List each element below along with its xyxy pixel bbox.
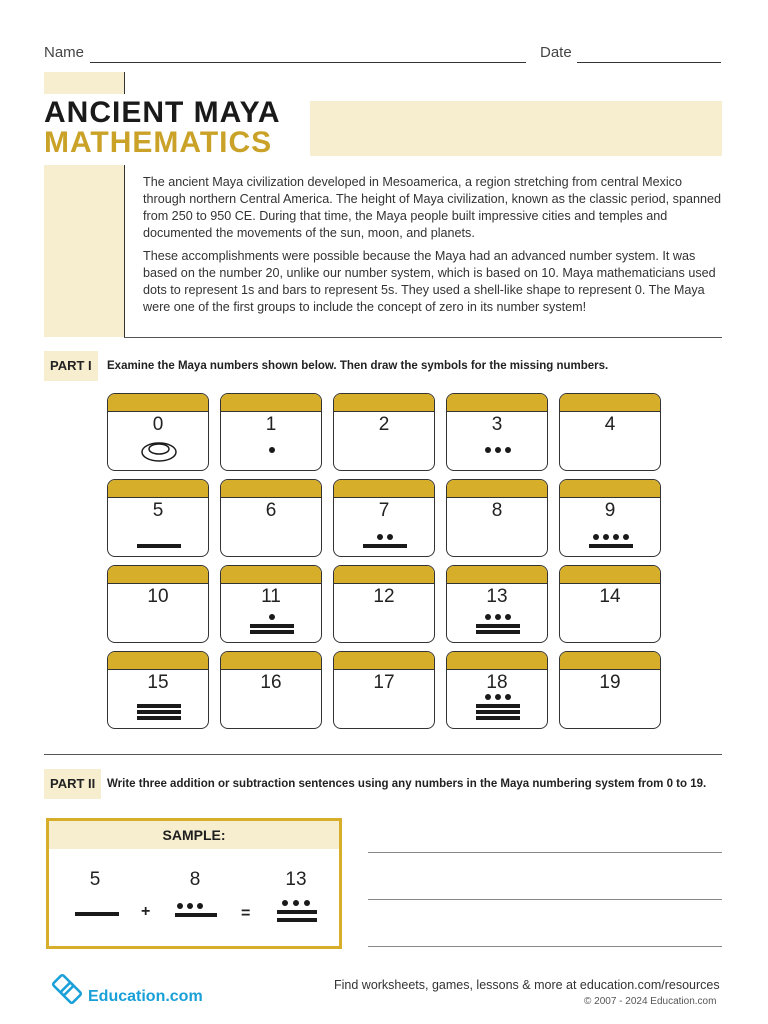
intro-paragraph-2: These accomplishments were possible because the Maya had an advanced number system. It was based on the number 20, unlike our number system, which is based on 10. Maya mathematicians used dots to represent 1s and bars to represent 5s. They used a shell-like shape to represent 0. The Maya were one of the first groups to include the concept of zero in its number system! xyxy=(143,249,716,314)
card-header-band xyxy=(447,480,547,498)
card-number-label: 8 xyxy=(491,500,503,521)
sample-r-bar xyxy=(277,918,317,922)
number-card-9 xyxy=(559,479,661,557)
card-number-label: 5 xyxy=(152,500,164,521)
education-logo-icon xyxy=(50,972,84,1006)
answer-line-2[interactable] xyxy=(368,899,722,900)
maya-symbol-18 xyxy=(447,652,548,729)
brand-name[interactable]: Education.com xyxy=(88,988,203,1005)
sample-r-bar xyxy=(277,910,317,914)
maya-bar xyxy=(476,716,520,720)
maya-symbol-0 xyxy=(108,394,209,471)
card-header-band xyxy=(334,394,434,412)
title-accent-line xyxy=(124,72,125,94)
card-number-label: 18 xyxy=(486,672,508,693)
maya-bar xyxy=(363,544,407,548)
answer-line-3[interactable] xyxy=(368,946,722,947)
number-card-8[interactable] xyxy=(446,479,548,557)
card-number-label: 12 xyxy=(373,586,395,607)
part1-bottom-rule xyxy=(44,754,722,755)
card-header-band xyxy=(560,394,660,412)
intro-side-accent xyxy=(44,165,124,337)
maya-bar xyxy=(476,630,520,634)
number-card-16[interactable] xyxy=(220,651,322,729)
maya-dot xyxy=(603,534,609,540)
maya-bar xyxy=(476,624,520,628)
sample-equals-sign: = xyxy=(241,905,251,922)
maya-dot xyxy=(613,534,619,540)
number-card-19[interactable] xyxy=(559,651,661,729)
number-card-1 xyxy=(220,393,322,471)
card-number-label: 14 xyxy=(599,586,621,607)
maya-bar xyxy=(137,716,181,720)
date-label: Date xyxy=(540,44,572,61)
maya-symbol-9 xyxy=(560,480,661,557)
card-number-label: 17 xyxy=(373,672,395,693)
card-header-band xyxy=(221,652,321,670)
number-card-3 xyxy=(446,393,548,471)
copyright: © 2007 - 2024 Education.com xyxy=(584,996,717,1007)
number-card-2[interactable] xyxy=(333,393,435,471)
card-number-label: 19 xyxy=(599,672,621,693)
sample-number-result: 13 xyxy=(285,869,307,890)
date-field[interactable] xyxy=(577,62,721,63)
page-title-line2: MATHEMATICS xyxy=(44,126,273,159)
number-card-7 xyxy=(333,479,435,557)
sample-number-a: 5 xyxy=(89,869,101,890)
maya-dot xyxy=(593,534,599,540)
maya-dot xyxy=(485,614,491,620)
card-header-band xyxy=(560,566,660,584)
sample-box xyxy=(46,818,342,949)
maya-bar xyxy=(137,544,181,548)
maya-symbol-5 xyxy=(108,480,209,557)
sample-r-dot xyxy=(293,900,299,906)
card-number-label: 10 xyxy=(147,586,169,607)
card-number-label: 2 xyxy=(378,414,390,435)
card-number-label: 0 xyxy=(152,414,164,435)
number-card-17[interactable] xyxy=(333,651,435,729)
title-banner xyxy=(310,101,722,156)
maya-dot xyxy=(269,614,275,620)
sample-b-dot xyxy=(197,903,203,909)
maya-bar xyxy=(250,624,294,628)
sample-a-bar xyxy=(75,912,119,916)
maya-dot xyxy=(495,614,501,620)
maya-dot xyxy=(505,614,511,620)
maya-dot xyxy=(505,694,511,700)
part1-tag: PART I xyxy=(44,351,98,381)
answer-line-1[interactable] xyxy=(368,852,722,853)
sample-r-dot xyxy=(282,900,288,906)
maya-dot xyxy=(623,534,629,540)
number-card-4[interactable] xyxy=(559,393,661,471)
card-header-band xyxy=(334,566,434,584)
number-card-0 xyxy=(107,393,209,471)
maya-dot xyxy=(377,534,383,540)
sample-title: SAMPLE: xyxy=(49,821,339,849)
card-number-label: 3 xyxy=(491,414,503,435)
page-title-line1: ANCIENT MAYA xyxy=(44,96,281,129)
part1-instruction: Examine the Maya numbers shown below. Then draw the symbols for the missing numbers. xyxy=(107,360,609,372)
maya-symbol-1 xyxy=(221,394,322,471)
card-number-label: 4 xyxy=(604,414,616,435)
number-card-12[interactable] xyxy=(333,565,435,643)
number-card-10[interactable] xyxy=(107,565,209,643)
maya-dot xyxy=(485,447,491,453)
footer-tagline[interactable]: Find worksheets, games, lessons & more at education.com/resources xyxy=(334,978,720,992)
card-number-label: 11 xyxy=(261,586,281,607)
sample-r-dot xyxy=(304,900,310,906)
maya-symbol-7 xyxy=(334,480,435,557)
card-number-label: 1 xyxy=(265,414,277,435)
intro-text xyxy=(143,174,721,322)
maya-dot xyxy=(269,447,275,453)
card-number-label: 9 xyxy=(604,500,616,521)
maya-dot xyxy=(387,534,393,540)
maya-symbol-13 xyxy=(447,566,548,643)
name-label: Name xyxy=(44,44,85,61)
maya-symbol-3 xyxy=(447,394,548,471)
card-number-label: 7 xyxy=(378,500,390,521)
number-card-18 xyxy=(446,651,548,729)
sample-b-bar xyxy=(175,913,217,917)
card-header-band xyxy=(560,652,660,670)
maya-dot xyxy=(485,694,491,700)
number-card-5 xyxy=(107,479,209,557)
sample-maya-glyphs xyxy=(49,821,345,952)
part2-tag: PART II xyxy=(44,769,101,799)
card-number-label: 6 xyxy=(265,500,277,521)
maya-dot xyxy=(495,447,501,453)
sample-b-dot xyxy=(177,903,183,909)
sample-plus-sign: + xyxy=(141,903,151,920)
intro-paragraph-1: The ancient Maya civilization developed in Mesoamerica, a region stretching from central Mexico through northern Central America. The height of Maya civilization, known as the classic period, spanned from 250 to 950 CE. During that time, the Maya people built impressive cities and temples and documented the movements of the sun, moon, and planets. xyxy=(143,175,721,240)
maya-dot xyxy=(505,447,511,453)
number-card-15 xyxy=(107,651,209,729)
card-number-label: 13 xyxy=(486,586,508,607)
number-card-14[interactable] xyxy=(559,565,661,643)
maya-bar xyxy=(250,630,294,634)
maya-bar xyxy=(137,710,181,714)
card-header-band xyxy=(108,566,208,584)
number-card-13 xyxy=(446,565,548,643)
number-card-11 xyxy=(220,565,322,643)
card-number-label: 15 xyxy=(147,672,169,693)
maya-bar xyxy=(476,704,520,708)
maya-symbol-11 xyxy=(221,566,322,643)
intro-bottom-rule xyxy=(124,337,722,338)
maya-dot xyxy=(495,694,501,700)
title-accent-top xyxy=(44,72,124,94)
maya-symbol-15 xyxy=(108,652,209,729)
intro-divider xyxy=(124,165,125,337)
maya-bar xyxy=(476,710,520,714)
number-card-6[interactable] xyxy=(220,479,322,557)
maya-bar xyxy=(137,704,181,708)
card-header-band xyxy=(334,652,434,670)
sample-b-dot xyxy=(187,903,193,909)
maya-bar xyxy=(589,544,633,548)
sample-number-b: 8 xyxy=(189,869,201,890)
maya-shell-zero xyxy=(142,443,176,461)
card-header-band xyxy=(221,480,321,498)
part2-instruction: Write three addition or subtraction sentences using any numbers in the Maya numbering system from 0 to 19. xyxy=(107,778,707,790)
card-number-label: 16 xyxy=(260,672,282,693)
name-field[interactable] xyxy=(90,62,526,63)
